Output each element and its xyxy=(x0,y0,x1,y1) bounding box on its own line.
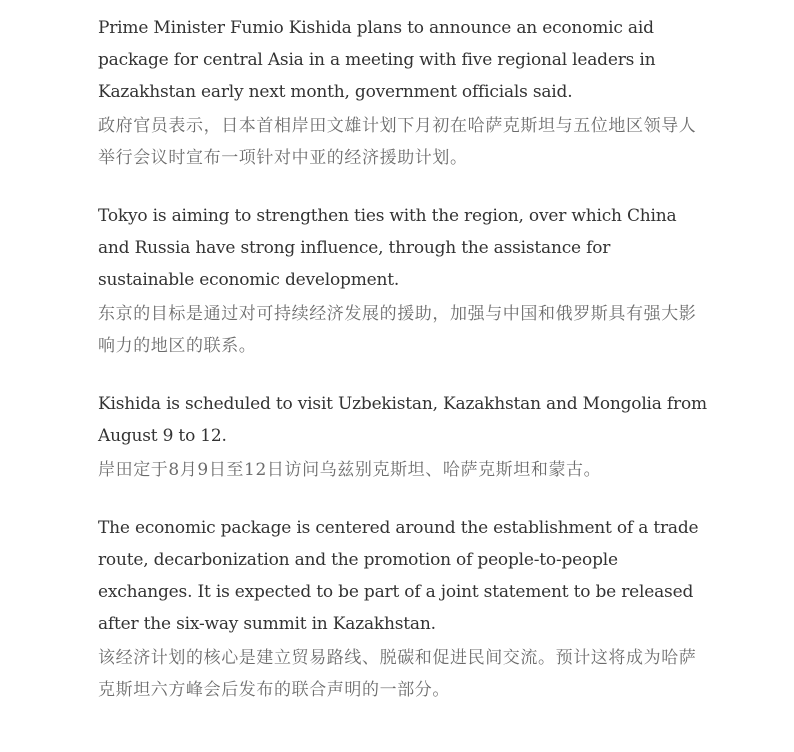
bilingual-article xyxy=(98,12,708,732)
paragraph-3 xyxy=(98,388,708,486)
english-text: Kishida is scheduled to visit Uzbekistan, Kazakhstan and Mongolia from August 9 to 12. xyxy=(98,394,707,446)
chinese-translation: 政府官员表示，日本首相岸田文雄计划下月初在哈萨克斯坦与五位地区领导人举行会议时宣布一项针对中亚的经济援助计划。 xyxy=(98,116,697,168)
paragraph-1 xyxy=(98,12,708,174)
english-text: The economic package is centered around the establishment of a trade route, decarbonization and the promotion of people-to-people exchanges. It is expected to be part of a joint statement to be released after the six-way summit in Kazakhstan. xyxy=(98,518,699,634)
chinese-translation: 岸田定于8月9日至12日访问乌兹别克斯坦、哈萨克斯坦和蒙古。 xyxy=(98,460,602,480)
english-text: Prime Minister Fumio Kishida plans to announce an economic aid package for central Asia in a meeting with five regional leaders in Kazakhstan early next month, government officials said. xyxy=(98,18,656,102)
chinese-translation: 该经济计划的核心是建立贸易路线、脱碳和促进民间交流。预计这将成为哈萨克斯坦六方峰会后发布的联合声明的一部分。 xyxy=(98,648,697,700)
chinese-translation: 东京的目标是通过对可持续经济发展的援助，加强与中国和俄罗斯具有强大影响力的地区的联系。 xyxy=(98,304,697,356)
paragraph-4 xyxy=(98,512,708,706)
english-text: Tokyo is aiming to strengthen ties with the region, over which China and Russia have strong influence, through the assistance for sustainable economic development. xyxy=(98,206,677,290)
paragraph-2 xyxy=(98,200,708,362)
